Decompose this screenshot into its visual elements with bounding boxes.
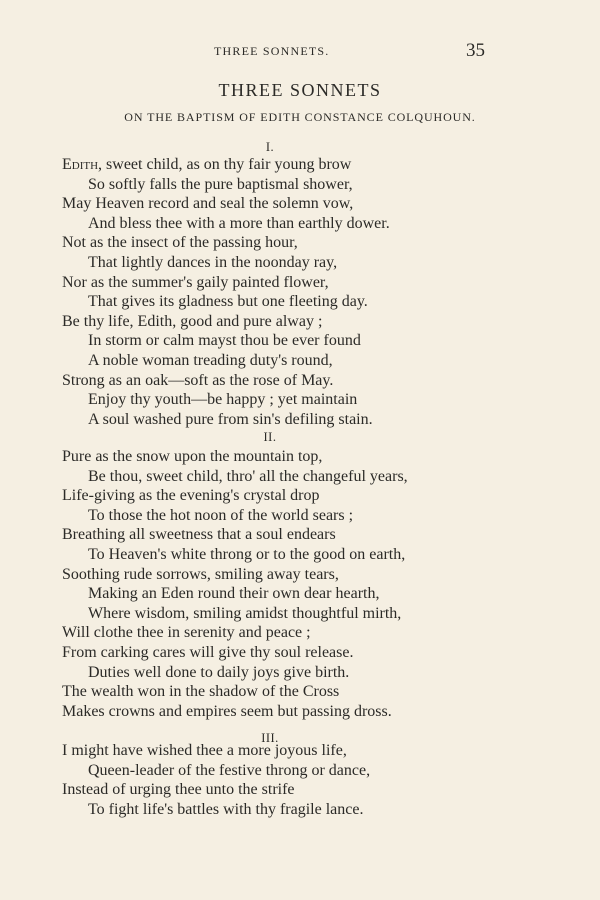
sonnet-line: Where wisdom, smiling amidst thoughtful mirth, — [88, 604, 402, 622]
sonnet-line: To fight life's battles with thy fragile lance. — [88, 800, 364, 818]
poem-subtitle: ON THE BAPTISM OF EDITH CONSTANCE COLQUHOUN. — [124, 110, 476, 124]
sonnet-line: May Heaven record and seal the solemn vow, — [62, 195, 354, 213]
sonnet-line: From carking cares will give thy soul release. — [62, 643, 354, 661]
sonnet-line: That lightly dances in the noonday ray, — [88, 253, 338, 271]
sonnet-line: Strong as an oak—soft as the rose of May. — [62, 371, 334, 389]
sonnet-1-numeral: I. — [265, 140, 275, 154]
sonnet-1-line-1 — [62, 155, 532, 175]
first-line-rest: sweet child, as on thy fair young brow — [102, 156, 352, 173]
sonnet-line: That gives its gladness but one fleeting day. — [88, 293, 368, 311]
sonnet-line: A soul washed pure from sin's defiling stain. — [88, 410, 373, 428]
sonnet-line: Be thou, sweet child, thro' all the changeful years, — [88, 467, 408, 485]
sonnet-1 — [62, 155, 532, 429]
sonnet-line: In storm or calm mayst thou be ever found — [88, 332, 361, 350]
sonnet-2-numeral: II. — [263, 430, 277, 444]
sonnet-line: Making an Eden round their own dear hearth, — [88, 585, 380, 603]
sonnet-2 — [62, 447, 532, 721]
running-head-title: THREE SONNETS. — [214, 44, 330, 58]
sonnet-line: I might have wished thee a more joyous life, — [62, 742, 347, 759]
sonnet-line: Be thy life, Edith, good and pure alway ; — [62, 312, 323, 330]
sonnet-line: To those the hot noon of the world sears ; — [88, 506, 354, 524]
sonnet-line: Breathing all sweetness that a soul endears — [62, 526, 336, 544]
running-head — [0, 42, 600, 62]
sonnet-line: Not as the insect of the passing hour, — [62, 234, 298, 252]
sonnet-line: Enjoy thy youth—be happy ; yet maintain — [88, 391, 358, 409]
sonnet-line: So softly falls the pure baptismal shower, — [88, 175, 353, 193]
sonnet-line: Nor as the summer's gaily painted flower, — [62, 273, 329, 291]
sonnet-line: Life-giving as the evening's crystal drop — [62, 487, 320, 505]
sonnet-3-numeral: III. — [261, 731, 279, 745]
sonnet-line: Makes crowns and empires seem but passing dross. — [62, 702, 392, 720]
sonnet-line: Pure as the snow upon the mountain top, — [62, 448, 323, 465]
sonnet-line: Instead of urging thee unto the strife — [62, 781, 295, 799]
sonnet-line: Will clothe thee in serenity and peace ; — [62, 624, 311, 642]
first-word: Edith, — [62, 156, 103, 173]
sonnet-3 — [62, 741, 532, 819]
sonnet-line: Duties well done to daily joys give birth. — [88, 663, 350, 681]
sonnet-line: Queen-leader of the festive throng or dance, — [88, 761, 371, 779]
sonnet-line: To Heaven's white throng or to the good on earth, — [88, 545, 406, 563]
sonnet-line: A noble woman treading duty's round, — [88, 351, 333, 369]
page-number: 35 — [466, 40, 485, 61]
sonnet-line: The wealth won in the shadow of the Cross — [62, 683, 340, 701]
sonnet-line: Soothing rude sorrows, smiling away tears, — [62, 565, 339, 583]
poem-title: THREE SONNETS — [218, 80, 382, 100]
sonnet-line: And bless thee with a more than earthly dower. — [88, 214, 390, 232]
